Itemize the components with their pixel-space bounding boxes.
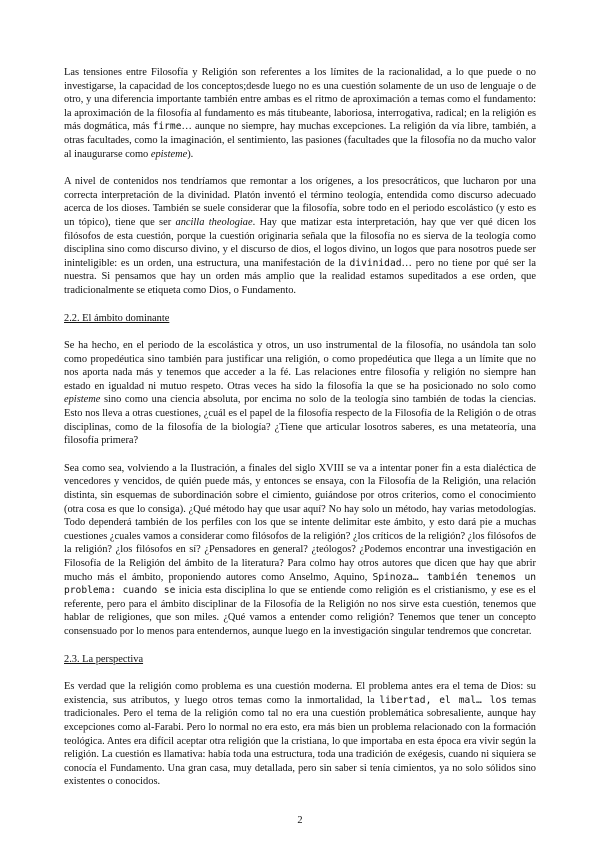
paragraph-3: Se ha hecho, en el periodo de la escolástica y otros, un uso instrumental de la filosofía, no usándola tan solo como propedéutica sino también para justificar una religión, o como propedéutica que llega a un límite que no nos aporta nada más y tenemos que acceder a la fé. Las relaciones entre filosofía y religión no siempre han estado en igualdad ni mutuo respeto. Otras veces ha sido la filosofía la que se ha posicionado no solo como episteme sino como una ciencia absoluta, por encima no solo de la teología sino también de todas la ciencias. Esto nos lleva a otras cuestiones, ¿cuál es el papel de la filosofía respecto de la Filosofía de la Religión o de otras disciplinas, como de la filosofía de la biología? ¿Tiene que articular losotros saberes, es una metateoría, una filosofía primera? <box>64 340 536 447</box>
italic-episteme-2: episteme <box>64 394 101 406</box>
italic-ancilla-theologiae: ancilla theologiae <box>175 216 253 228</box>
italic-episteme: episteme <box>150 148 188 160</box>
page-number: 2 <box>297 815 303 826</box>
section-heading-2-2: 2.2. El ámbito dominante <box>64 312 170 324</box>
paragraph-4: Sea como sea, volviendo a la Ilustración, a finales del siglo XVIII se va a intentar poner fin a esta dialéctica de vencedores y vencidos, de quién puede más, y entonces se ensaya, con la Filosofía de la Religión, una relación distinta, sin esquemas de subordinación sobre el cimiento, guiándose por otros criterios, como el conocimiento (otra cosa es que lo consiga). ¿Qué método hay que usar aquí? No hay solo un método, hay varias metodologías. Todo dependerá también de los perfiles con los que se intente delimitar este ámbito, y esto dará pie a muchas cuestiones ¿cuales vamos a considerar como filósofos de la religión? ¿los críticos de la religión? ¿los filósofos de la religión? ¿los filósofos en sí? ¿Pensadores en general? ¿teólogos? ¿Podemos encontrar una investigación en Filosofía de la Religión del ámbito de la literatura? Para colmo hay otros autores que dicen que hay que abrir mucho más el ámbito, proponiendo autores como Anselmo, Aquino, Spinoza… también tenemos un problema: cuando se inicia esta disciplina lo que se entiende como religión es el cristianismo, y ese es el referente, pero para el ámbito disciplinar de la Filosofía de la Religión no nos sirve esta cuestión, tenemos que hablar de religiones, que son miles. ¿Qué vamos a entender como religión? Tenemos que tener un concepto consensuado por lo menos para entendernos, aunque luego en la investigación singular tendremos que concretar. <box>64 462 537 637</box>
section-heading-2-3: 2.3. La perspectiva <box>64 653 144 665</box>
emphasis-spinoza: Spinoza… también tenemos un problema: cuando se <box>64 571 537 597</box>
emphasis-firme: firme <box>152 121 182 133</box>
document-body <box>64 66 536 803</box>
emphasis-libertad: libertad, el mal… los <box>379 694 508 706</box>
paragraph-1: Las tensiones entre Filosofía y Religión son referentes a los límites de la racionalidad, a lo que puede o no investigarse, la capacidad de los conceptos;desde luego no es una cuestión solamente de un uso de lenguaje o de otro, y una diferencia importante también entre ambas es el ritmo de aproximación a temas como el fundamento: la aproximación de la filosofía al fundamento es más titubeante, laboriosa, interrogativa, radical; en la religión es más dogmática, más firme… aunque no siempre, hay muchas excepciones. La religión da vía libre, también, a otras facultades, como la imaginación, el sentimiento, las pasiones (facultades que la filosofía no da mucho valor al inaugurarse como episteme). <box>64 67 536 160</box>
paragraph-5: Es verdad que la religión como problema es una cuestión moderna. El problema antes era el tema de Dios: su existencia, sus atributos, y luego otros temas como la inmortalidad, la libertad, el mal… los temas tradicionales. Pero el tema de la religión como tal no era una cuestión problemática sobresaliente, aunque hay excepciones como al-Farabi. Pero lo normal no era esto, era más bien un problema relacionado con la formación teológica. Antes era difícil aceptar otra religión que la cristiana, lo que importaba en esta época era vivir según la religión. La cuestión es llamativa: había toda una estructura, toda una tradición de exégesis, cuando ni siquiera se conocía el Fundamento. Una gran casa, muy detallada, pero sin saber si tenía cimientos, ya no solo sólidos sino existentes o conocidos. <box>64 681 537 788</box>
emphasis-divinidad: divinidad <box>349 257 402 269</box>
paragraph-2: A nivel de contenidos nos tendríamos que remontar a los orígenes, a los presocráticos, que lucharon por una correcta interpretación de la divinidad. Platón inventó el término teología, entendida como discurso adecuado acerca de los dioses. También se suele considerar que la filosofía, sobre todo en el periodo escolástico (y esto es un tópico), tiene que ser ancilla theologiae. Hay que matizar esta interpretación, hay que ver qué dicen los filósofos de esta cuestión, porque la cuestión originaria señala que la filosofía no es sierva de la teología como disciplina sino como discurso divino, y el discurso de dios, el logos divino, un logos que para nosotros puede ser ininteligible: es un orden, una estructura, una manifestación de la divinidad… pero no tiene por qué ser la nuestra. Si pensamos que hay un orden más amplio que la realidad estamos supeditados a ese orden, que tradicionalmente se etiqueta como Dios, o Fundamento. <box>64 176 536 296</box>
